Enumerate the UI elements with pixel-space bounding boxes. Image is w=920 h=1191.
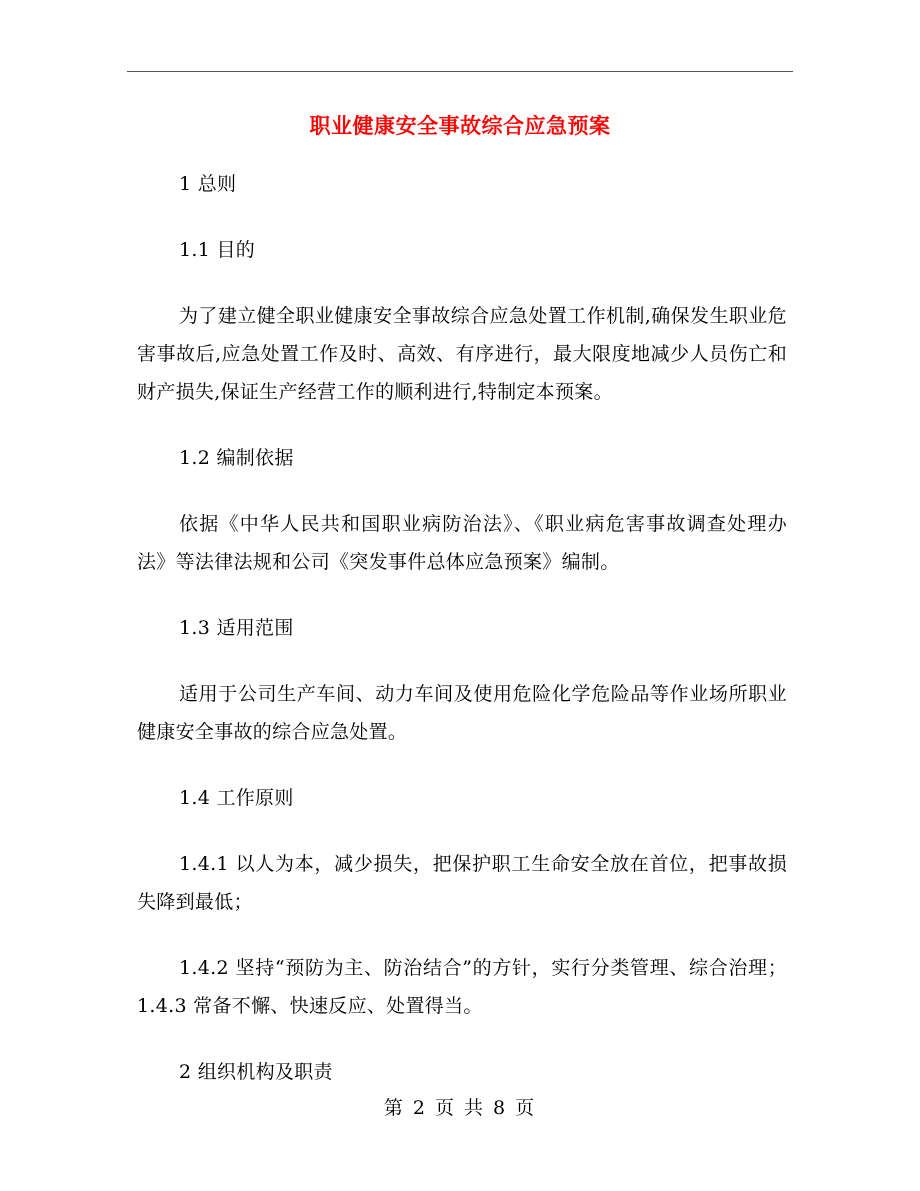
paragraph-purpose: 为了建立健全职业健康安全事故综合应急处置工作机制,确保发生职业危害事故后,应急处置工作及时、高效、有序进行，最大限度地减少人员伤亡和财产损失,保证生产经营工作的顺利进行,特制定本预案。 (137, 305, 787, 403)
section-heading-organization: 2 组织机构及职责 (179, 1061, 333, 1083)
subsection-heading-basis: 1.2 编制依据 (179, 447, 294, 469)
paragraph-principle-1: 1.4.1 以人为本，减少损失，把保护职工生命安全放在首位，把事故损失降到最低； (137, 853, 787, 913)
document-title: 职业健康安全事故综合应急预案 (309, 113, 611, 138)
section-heading-general: 1 总则 (179, 173, 237, 195)
paragraph-principle-2-3: 1.4.2 坚持“预防为主、防治结合”的方针，实行分类管理、综合治理；1.4.3 常备不懈、快速反应、处置得当。 (137, 957, 787, 1017)
document-body (137, 165, 787, 1119)
page-number: 第 2 页 共 8 页 (383, 1097, 537, 1119)
header-rule (127, 71, 793, 72)
subsection-heading-scope: 1.3 适用范围 (179, 617, 294, 639)
paragraph-scope: 适用于公司生产车间、动力车间及使用危险化学危险品等作业场所职业健康安全事故的综合应急处置。 (137, 683, 787, 743)
subsection-heading-principles: 1.4 工作原则 (179, 787, 294, 809)
paragraph-basis: 依据《中华人民共和国职业病防治法》、《职业病危害事故调查处理办法》等法律法规和公司《突发事件总体应急预案》编制。 (137, 513, 787, 573)
subsection-heading-purpose: 1.1 目的 (179, 239, 256, 261)
